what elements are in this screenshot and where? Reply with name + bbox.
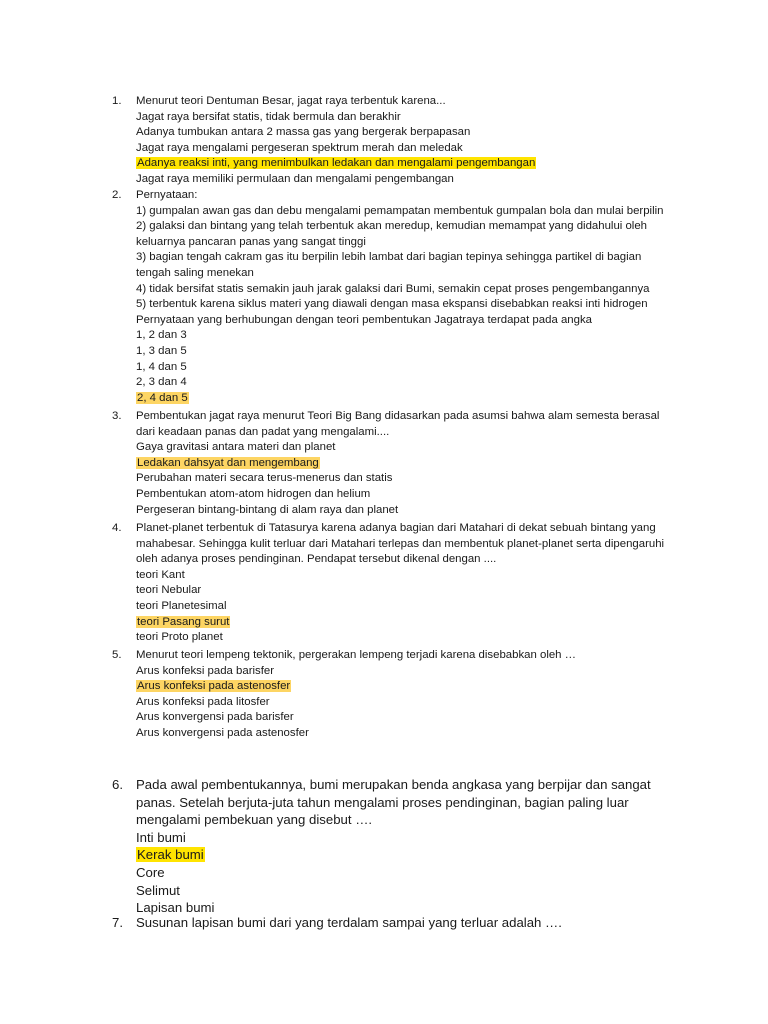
- statement-item: 3) bagian tengah cakram gas itu berpilin lebih lambat dari bagian tepinya sehingga partikel di bagian tengah saling menekan: [136, 251, 642, 279]
- answer-option: Adanya tumbukan antara 2 massa gas yang bergerak berpapasan: [136, 126, 471, 139]
- statement-item: 4) tidak bersifat statis semakin jauh jarak galaksi dari Bumi, semakin cepat proses pengembangannya: [136, 282, 650, 295]
- answer-option: 1, 3 dan 5: [136, 344, 187, 357]
- answer-option: Perubahan materi secara terus-menerus dan statis: [136, 472, 393, 485]
- answer-option: teori Proto planet: [136, 631, 223, 644]
- answer-option: Core: [136, 864, 165, 880]
- highlighted-answer-option: Arus konfeksi pada astenosfer: [137, 680, 291, 693]
- answer-option: teori Nebular: [136, 584, 202, 597]
- answer-option: Jagat raya memiliki permulaan dan mengalami pengembangan: [136, 172, 454, 185]
- highlighted-answer-option: Adanya reaksi inti, yang menimbulkan ledakan dan mengalami pengembangan: [137, 157, 536, 170]
- answer-option: 1, 2 dan 3: [136, 329, 187, 342]
- highlighted-answer-option: Kerak bumi: [137, 847, 204, 863]
- answer-option: Gaya gravitasi antara materi dan planet: [136, 441, 336, 454]
- highlighted-answer-option: 2, 4 dan 5: [137, 391, 188, 404]
- answer-option: Jagat raya mengalami pergeseran spektrum merah dan meledak: [136, 141, 463, 154]
- question-number: 7.: [112, 915, 123, 930]
- question-stem: Susunan lapisan bumi dari yang terdalam sampai yang terluar adalah ….: [136, 915, 562, 930]
- statement-item: 2) galaksi dan bintang yang telah terbentuk akan meredup, kemudian memampat yang didahului oleh keluarnya pancaran panas yang sangat tinggi: [136, 220, 648, 248]
- answer-option: teori Planetesimal: [136, 599, 227, 612]
- question-stem: Menurut teori lempeng tektonik, pergerakan lempeng terjadi karena disebabkan oleh …: [136, 649, 577, 661]
- highlighted-answer-option: teori Pasang surut: [137, 615, 230, 628]
- question-stem: Pembentukan jagat raya menurut Teori Big Bang didasarkan pada asumsi bahwa alam semesta berasal dari keadaan panas dan padat yang mengalami....: [136, 410, 660, 438]
- question-stem: Pada awal pembentukannya, bumi merupakan benda angkasa yang berpijar dan sangat panas. Setelah berjuta-juta tahun mengalami proses pendinginan, bagian paling luar mengalami pembekuan yang disebut ….: [136, 777, 651, 828]
- statement-item: 5) terbentuk karena siklus materi yang diawali dengan masa ekspansi disebabkan reaksi inti hidrogen: [136, 298, 648, 311]
- answer-option: Selimut: [136, 882, 180, 898]
- answer-option: Lapisan bumi: [136, 900, 215, 916]
- answer-option: teori Kant: [136, 568, 185, 581]
- highlighted-answer-option: Ledakan dahsyat dan mengembang: [137, 456, 319, 469]
- answer-option: Arus konvergensi pada astenosfer: [136, 726, 309, 739]
- answer-option: Pergeseran bintang-bintang di alam raya dan planet: [136, 503, 399, 516]
- answer-option: Arus konfeksi pada litosfer: [136, 695, 270, 708]
- answer-option: Arus konvergensi pada barisfer: [136, 711, 294, 724]
- answer-option: Jagat raya bersifat statis, tidak bermula dan berakhir: [136, 110, 401, 123]
- answer-option: Arus konfeksi pada barisfer: [136, 664, 275, 677]
- question-number: 3.: [112, 410, 122, 422]
- answer-option: 2, 3 dan 4: [136, 376, 187, 389]
- question-stem: Menurut teori Dentuman Besar, jagat raya terbentuk karena...: [136, 95, 446, 107]
- question-number: 2.: [112, 189, 122, 201]
- question-stem: Pernyataan:: [136, 189, 198, 201]
- answer-option: 1, 4 dan 5: [136, 360, 187, 373]
- question-number: 5.: [112, 649, 122, 661]
- statement-item: 1) gumpalan awan gas dan debu mengalami pemampatan membentuk gumpalan bola dan mulai berpilin: [136, 204, 664, 217]
- answer-option: Pembentukan atom-atom hidrogen dan helium: [136, 487, 371, 500]
- question-number: 4.: [112, 522, 122, 534]
- answer-option: Inti bumi: [136, 829, 186, 845]
- question-number: 1.: [112, 95, 122, 107]
- question-stem: Planet-planet terbentuk di Tatasurya karena adanya bagian dari Matahari di dekat sebuah bintang yang mahabesar. Sehingga kulit terluar dari Matahari terlepas dan membentuk planet-planet serta dipengaruhi oleh adanya proses pendinginan. Pendapat tersebut dikenal dengan ....: [136, 522, 665, 566]
- question-number: 6.: [112, 777, 123, 792]
- question-prompt: Pernyataan yang berhubungan dengan teori pembentukan Jagatraya terdapat pada angka: [136, 313, 592, 326]
